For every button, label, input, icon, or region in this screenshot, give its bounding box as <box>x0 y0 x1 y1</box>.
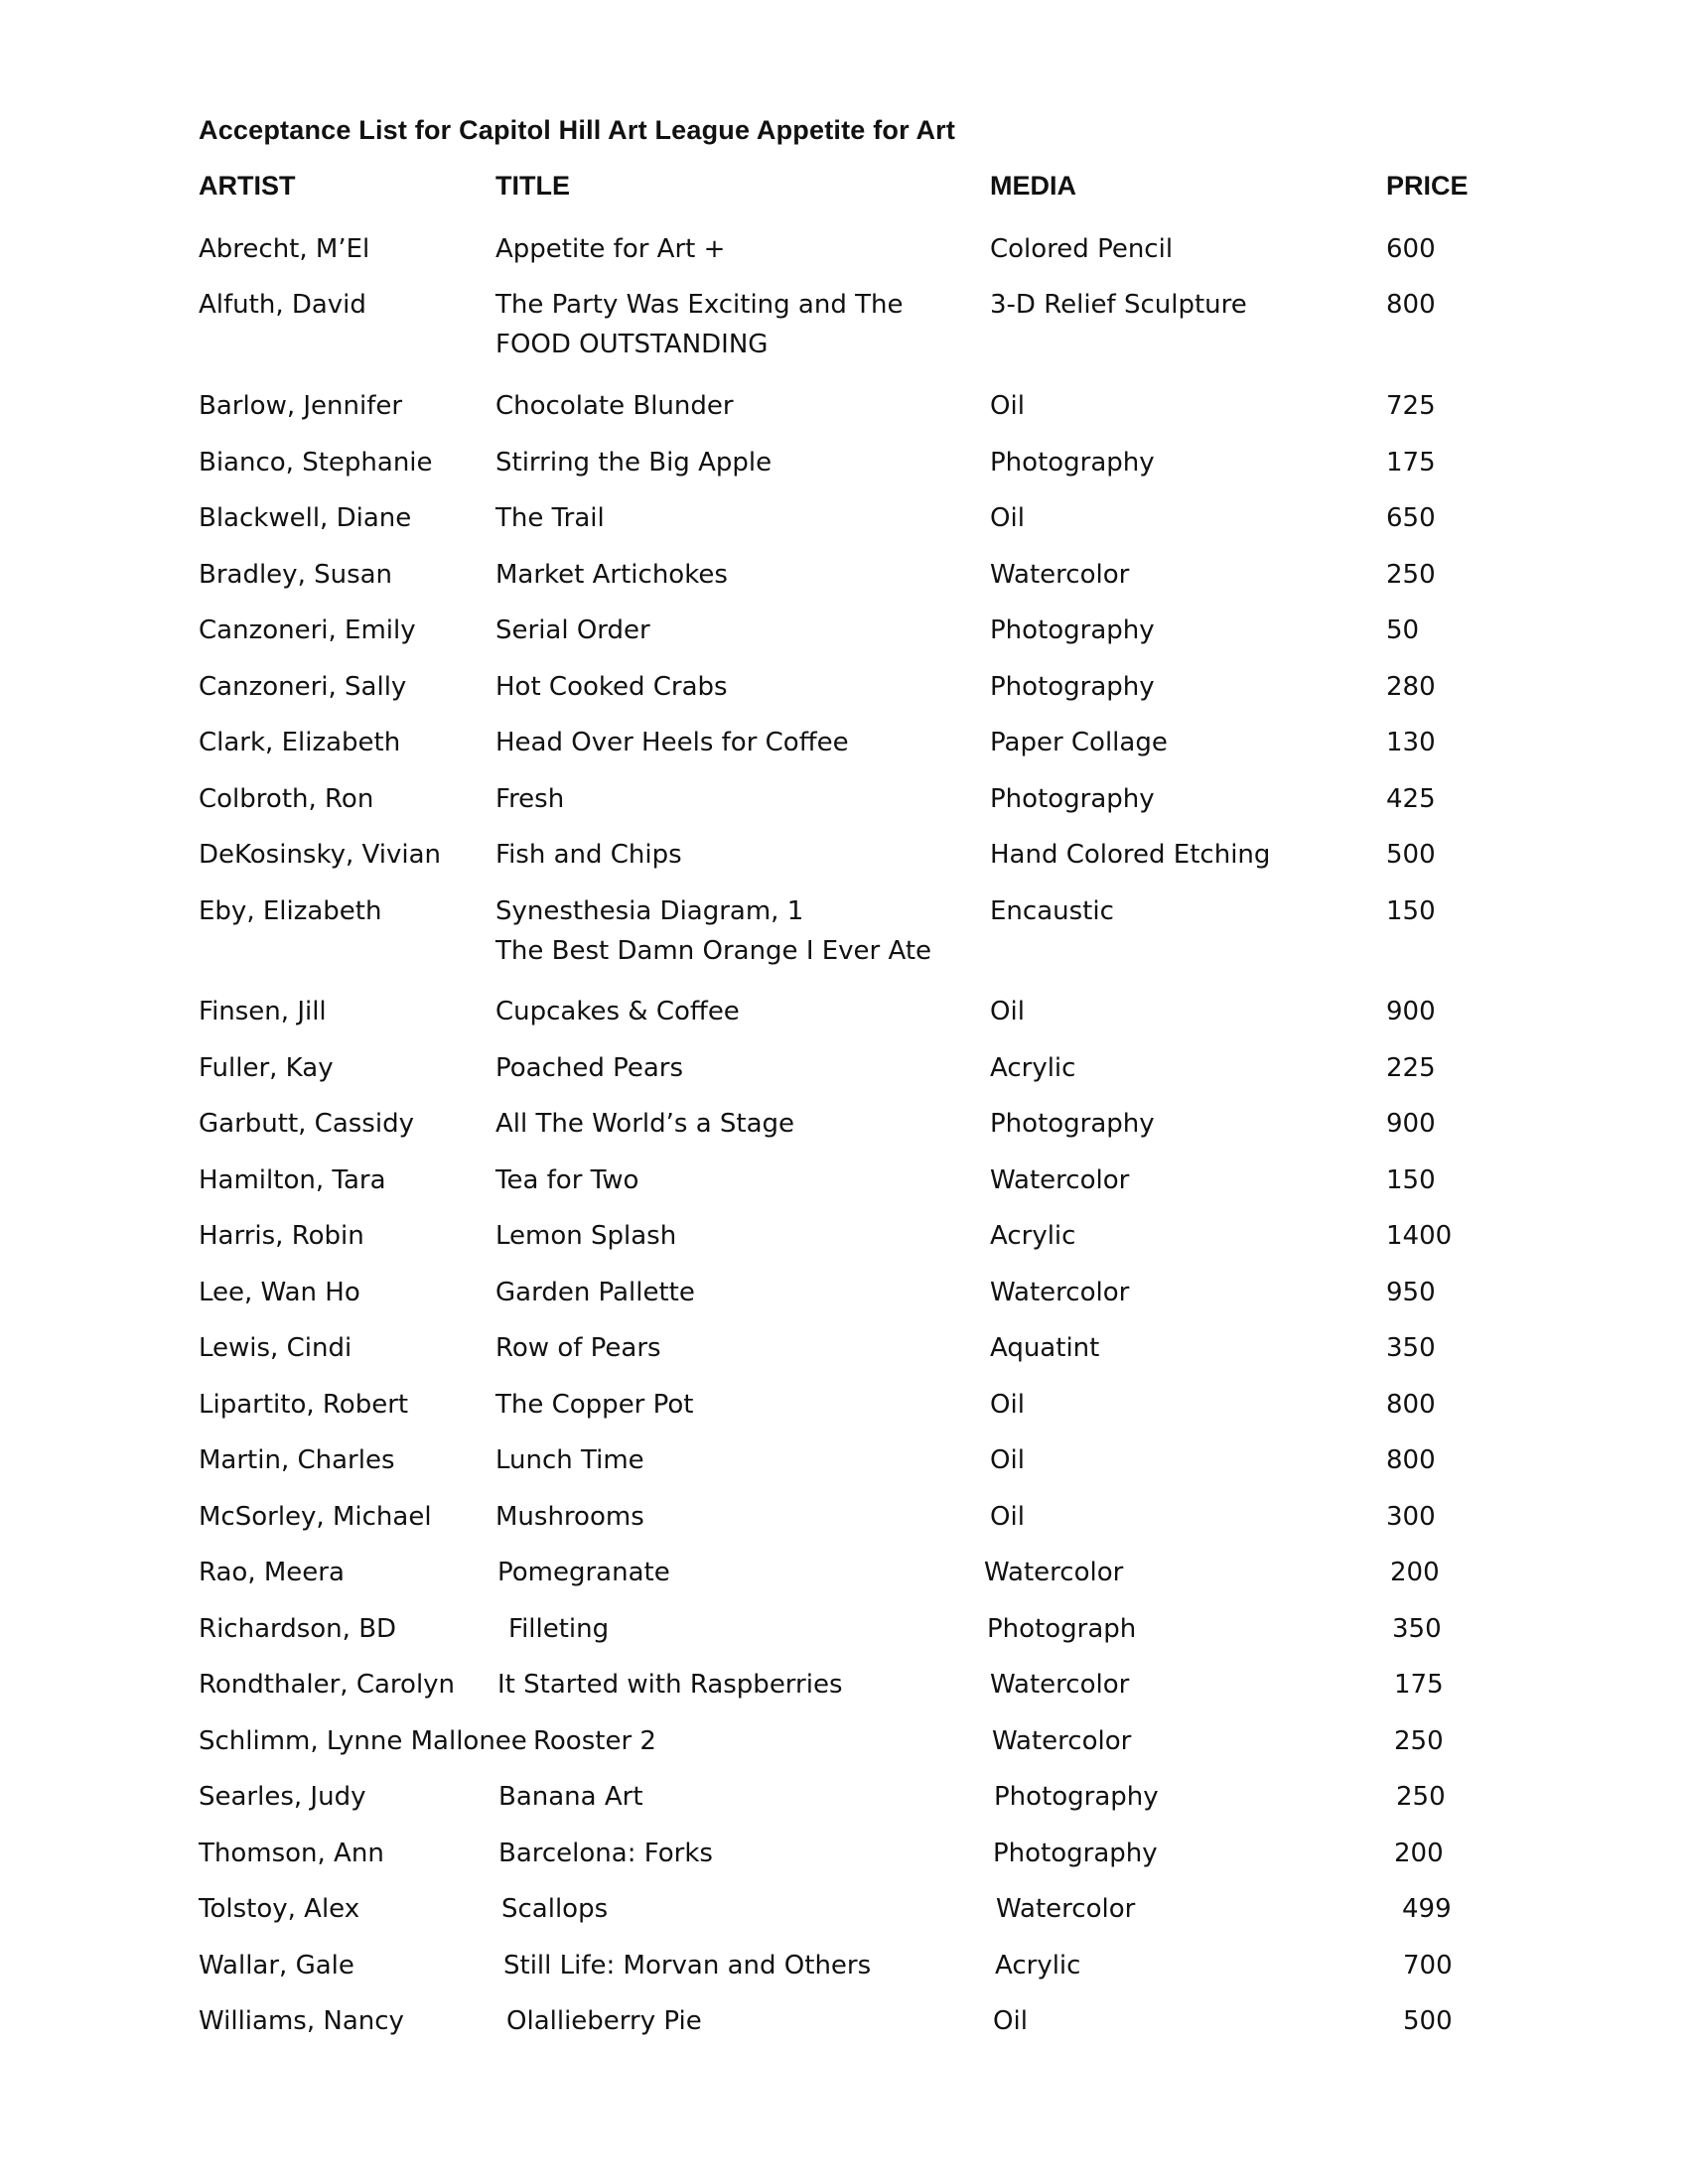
artist-cell: Martin, Charles <box>199 1445 395 1475</box>
media-cell: Photography <box>990 784 1155 814</box>
title-cell: Head Over Heels for Coffee <box>495 728 849 757</box>
price-cell: 900 <box>1386 1109 1436 1139</box>
media-cell: 3-D Relief Sculpture <box>990 290 1247 320</box>
media-cell: Paper Collage <box>990 728 1168 757</box>
title-cell: Still Life: Morvan and Others <box>503 1951 872 1980</box>
title-cell: Synesthesia Diagram, 1 <box>495 896 804 926</box>
artist-cell: Williams, Nancy <box>199 2006 404 2036</box>
artist-cell: Wallar, Gale <box>199 1951 354 1980</box>
price-cell: 1400 <box>1386 1221 1453 1251</box>
artist-cell: Harris, Robin <box>199 1221 364 1251</box>
price-cell: 800 <box>1386 1390 1436 1420</box>
title-cell: Mushrooms <box>495 1502 644 1532</box>
artist-cell: Alfuth, David <box>199 290 366 320</box>
title-cell: Pomegranate <box>497 1558 670 1587</box>
artist-cell: Barlow, Jennifer <box>199 391 403 421</box>
media-cell: Oil <box>990 1390 1025 1420</box>
title-cell: Stirring the Big Apple <box>495 448 773 478</box>
artist-cell: Fuller, Kay <box>199 1053 334 1083</box>
media-cell: Oil <box>993 2006 1028 2036</box>
price-cell: 725 <box>1386 391 1436 421</box>
media-cell: Photography <box>990 672 1155 702</box>
title-cell-line2: FOOD OUTSTANDING <box>495 330 769 359</box>
artist-cell: Blackwell, Diane <box>199 503 412 533</box>
media-cell: Photography <box>990 448 1155 478</box>
price-cell: 950 <box>1386 1278 1436 1307</box>
media-cell: Acrylic <box>995 1951 1081 1980</box>
price-cell: 800 <box>1386 290 1436 320</box>
media-cell: Acrylic <box>990 1221 1076 1251</box>
media-cell: Oil <box>990 997 1025 1026</box>
artist-cell: Rao, Meera <box>199 1558 345 1587</box>
media-cell: Photography <box>994 1782 1159 1812</box>
header-media: MEDIA <box>990 171 1076 201</box>
title-cell: Tea for Two <box>495 1165 639 1195</box>
price-cell: 150 <box>1386 896 1436 926</box>
title-cell: Row of Pears <box>495 1333 661 1363</box>
title-cell: Cupcakes & Coffee <box>495 997 740 1026</box>
price-cell: 800 <box>1386 1445 1436 1475</box>
artist-cell: Eby, Elizabeth <box>199 896 382 926</box>
artist-cell: Thomson, Ann <box>199 1839 384 1868</box>
media-cell: Aquatint <box>990 1333 1100 1363</box>
media-cell: Watercolor <box>990 1278 1130 1307</box>
price-cell: 175 <box>1394 1670 1444 1700</box>
media-cell: Watercolor <box>992 1726 1132 1756</box>
price-cell: 350 <box>1392 1614 1442 1644</box>
price-cell: 350 <box>1386 1333 1436 1363</box>
title-cell: Filleting <box>508 1614 610 1644</box>
header-price: PRICE <box>1386 171 1469 201</box>
title-cell: Barcelona: Forks <box>498 1839 713 1868</box>
media-cell: Oil <box>990 1445 1025 1475</box>
price-cell: 500 <box>1386 840 1436 870</box>
artist-cell: Rondthaler, Carolyn <box>199 1670 456 1700</box>
price-cell: 900 <box>1386 997 1436 1026</box>
artist-cell: Canzoneri, Emily <box>199 615 416 645</box>
table-header <box>0 171 1688 210</box>
media-cell: Acrylic <box>990 1053 1076 1083</box>
title-cell: Garden Pallette <box>495 1278 695 1307</box>
media-cell: Hand Colored Etching <box>990 840 1271 870</box>
header-title: TITLE <box>495 171 570 201</box>
artist-cell: Clark, Elizabeth <box>199 728 401 757</box>
title-cell: Fish and Chips <box>495 840 682 870</box>
media-cell: Watercolor <box>990 1670 1130 1700</box>
title-cell: Poached Pears <box>495 1053 684 1083</box>
media-cell: Photograph <box>987 1614 1137 1644</box>
artist-cell: Colbroth, Ron <box>199 784 374 814</box>
artist-cell: Searles, Judy <box>199 1782 366 1812</box>
title-cell: Rooster 2 <box>533 1726 656 1756</box>
price-cell: 50 <box>1386 615 1420 645</box>
media-cell: Watercolor <box>990 1165 1130 1195</box>
price-cell: 425 <box>1386 784 1436 814</box>
title-cell-line2: The Best Damn Orange I Ever Ate <box>495 936 932 966</box>
artist-cell: Tolstoy, Alex <box>199 1894 360 1924</box>
title-cell: Market Artichokes <box>495 560 728 590</box>
artist-cell: Hamilton, Tara <box>199 1165 386 1195</box>
artist-cell: Lipartito, Robert <box>199 1390 409 1420</box>
title-cell: Appetite for Art + <box>495 234 726 264</box>
media-cell: Colored Pencil <box>990 234 1174 264</box>
media-cell: Photography <box>990 1109 1155 1139</box>
price-cell: 200 <box>1394 1839 1444 1868</box>
artist-cell: Bianco, Stephanie <box>199 448 433 478</box>
media-cell: Oil <box>990 1502 1025 1532</box>
artist-cell: Lewis, Cindi <box>199 1333 352 1363</box>
title-cell: The Party Was Exciting and The <box>495 290 904 320</box>
price-cell: 650 <box>1386 503 1436 533</box>
price-cell: 700 <box>1403 1951 1453 1980</box>
title-cell: The Trail <box>495 503 605 533</box>
price-cell: 250 <box>1386 560 1436 590</box>
media-cell: Photography <box>993 1839 1158 1868</box>
price-cell: 300 <box>1386 1502 1436 1532</box>
document-title: Acceptance List for Capitol Hill Art League Appetite for Art <box>199 115 956 145</box>
artist-cell: Bradley, Susan <box>199 560 393 590</box>
artist-cell: Garbutt, Cassidy <box>199 1109 414 1139</box>
price-cell: 280 <box>1386 672 1436 702</box>
price-cell: 250 <box>1394 1726 1444 1756</box>
price-cell: 175 <box>1386 448 1436 478</box>
title-cell: Hot Cooked Crabs <box>495 672 728 702</box>
title-cell: Lunch Time <box>495 1445 644 1475</box>
media-cell: Watercolor <box>996 1894 1136 1924</box>
price-cell: 200 <box>1390 1558 1440 1587</box>
artist-cell: Finsen, Jill <box>199 997 327 1026</box>
title-cell: Lemon Splash <box>495 1221 677 1251</box>
artist-cell: Schlimm, Lynne Mallonee <box>199 1726 527 1756</box>
title-cell: All The World’s a Stage <box>495 1109 795 1139</box>
price-cell: 600 <box>1386 234 1436 264</box>
price-cell: 499 <box>1402 1894 1452 1924</box>
title-cell: The Copper Pot <box>495 1390 694 1420</box>
price-cell: 250 <box>1396 1782 1446 1812</box>
artist-cell: Richardson, BD <box>199 1614 397 1644</box>
price-cell: 225 <box>1386 1053 1436 1083</box>
price-cell: 150 <box>1386 1165 1436 1195</box>
artist-cell: Lee, Wan Ho <box>199 1278 360 1307</box>
price-cell: 500 <box>1403 2006 1453 2036</box>
title-cell: It Started with Raspberries <box>497 1670 843 1700</box>
media-cell: Watercolor <box>984 1558 1124 1587</box>
title-cell: Fresh <box>495 784 565 814</box>
title-cell: Banana Art <box>498 1782 643 1812</box>
title-cell: Olallieberry Pie <box>506 2006 702 2036</box>
media-cell: Oil <box>990 391 1025 421</box>
media-cell: Photography <box>990 615 1155 645</box>
artist-cell: Canzoneri, Sally <box>199 672 407 702</box>
media-cell: Watercolor <box>990 560 1130 590</box>
header-artist: ARTIST <box>199 171 296 201</box>
media-cell: Encaustic <box>990 896 1114 926</box>
artist-cell: McSorley, Michael <box>199 1502 432 1532</box>
media-cell: Oil <box>990 503 1025 533</box>
title-cell: Scallops <box>501 1894 609 1924</box>
title-cell: Chocolate Blunder <box>495 391 734 421</box>
artist-cell: Abrecht, M’El <box>199 234 370 264</box>
title-cell: Serial Order <box>495 615 650 645</box>
price-cell: 130 <box>1386 728 1436 757</box>
artist-cell: DeKosinsky, Vivian <box>199 840 441 870</box>
